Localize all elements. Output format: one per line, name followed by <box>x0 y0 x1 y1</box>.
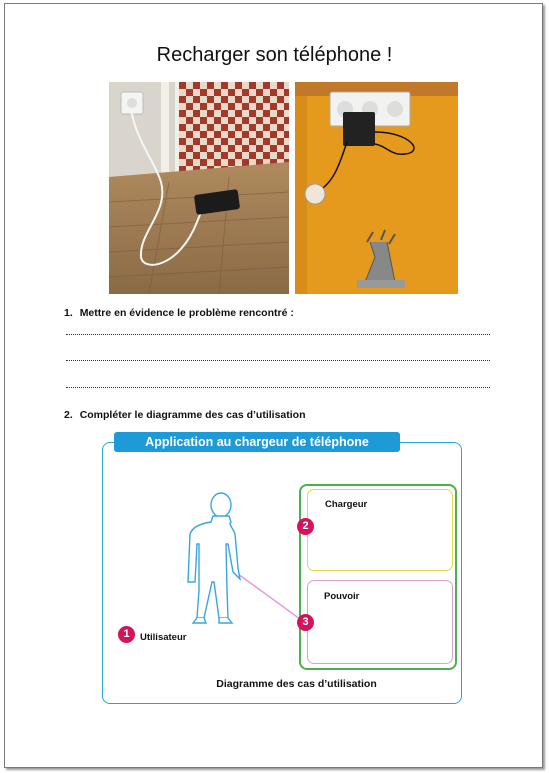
photo-phone-on-outlet <box>295 82 458 294</box>
use-case-chargeur-label: Chargeur <box>325 499 368 510</box>
actor-label: Utilisateur <box>140 632 187 643</box>
use-case-pouvoir-label: Pouvoir <box>324 591 360 602</box>
question-text: Mettre en évidence le problème rencontré : <box>79 307 294 319</box>
answer-line-3[interactable] <box>66 387 490 388</box>
question-number: 2. <box>64 409 73 421</box>
badge-2: 2 <box>297 518 314 535</box>
diagram-caption: Diagramme des cas d’utilisation <box>216 678 377 690</box>
badge-1: 1 <box>118 626 135 643</box>
answer-line-2[interactable] <box>66 360 490 361</box>
question-2 <box>64 409 306 421</box>
question-text: Compléter le diagramme des cas d’utilisation <box>79 409 306 421</box>
question-number: 1. <box>64 307 73 319</box>
badge-3: 3 <box>297 614 314 631</box>
user-icon <box>188 493 240 623</box>
photo-phone-on-floor <box>109 82 289 294</box>
page-title: Recharger son téléphone ! <box>156 44 393 66</box>
use-case-diagram <box>100 432 466 708</box>
answer-line-1[interactable] <box>66 334 490 335</box>
diagram-header: Application au chargeur de téléphone <box>114 432 400 452</box>
question-1 <box>64 307 294 319</box>
actor-figure <box>100 432 466 708</box>
